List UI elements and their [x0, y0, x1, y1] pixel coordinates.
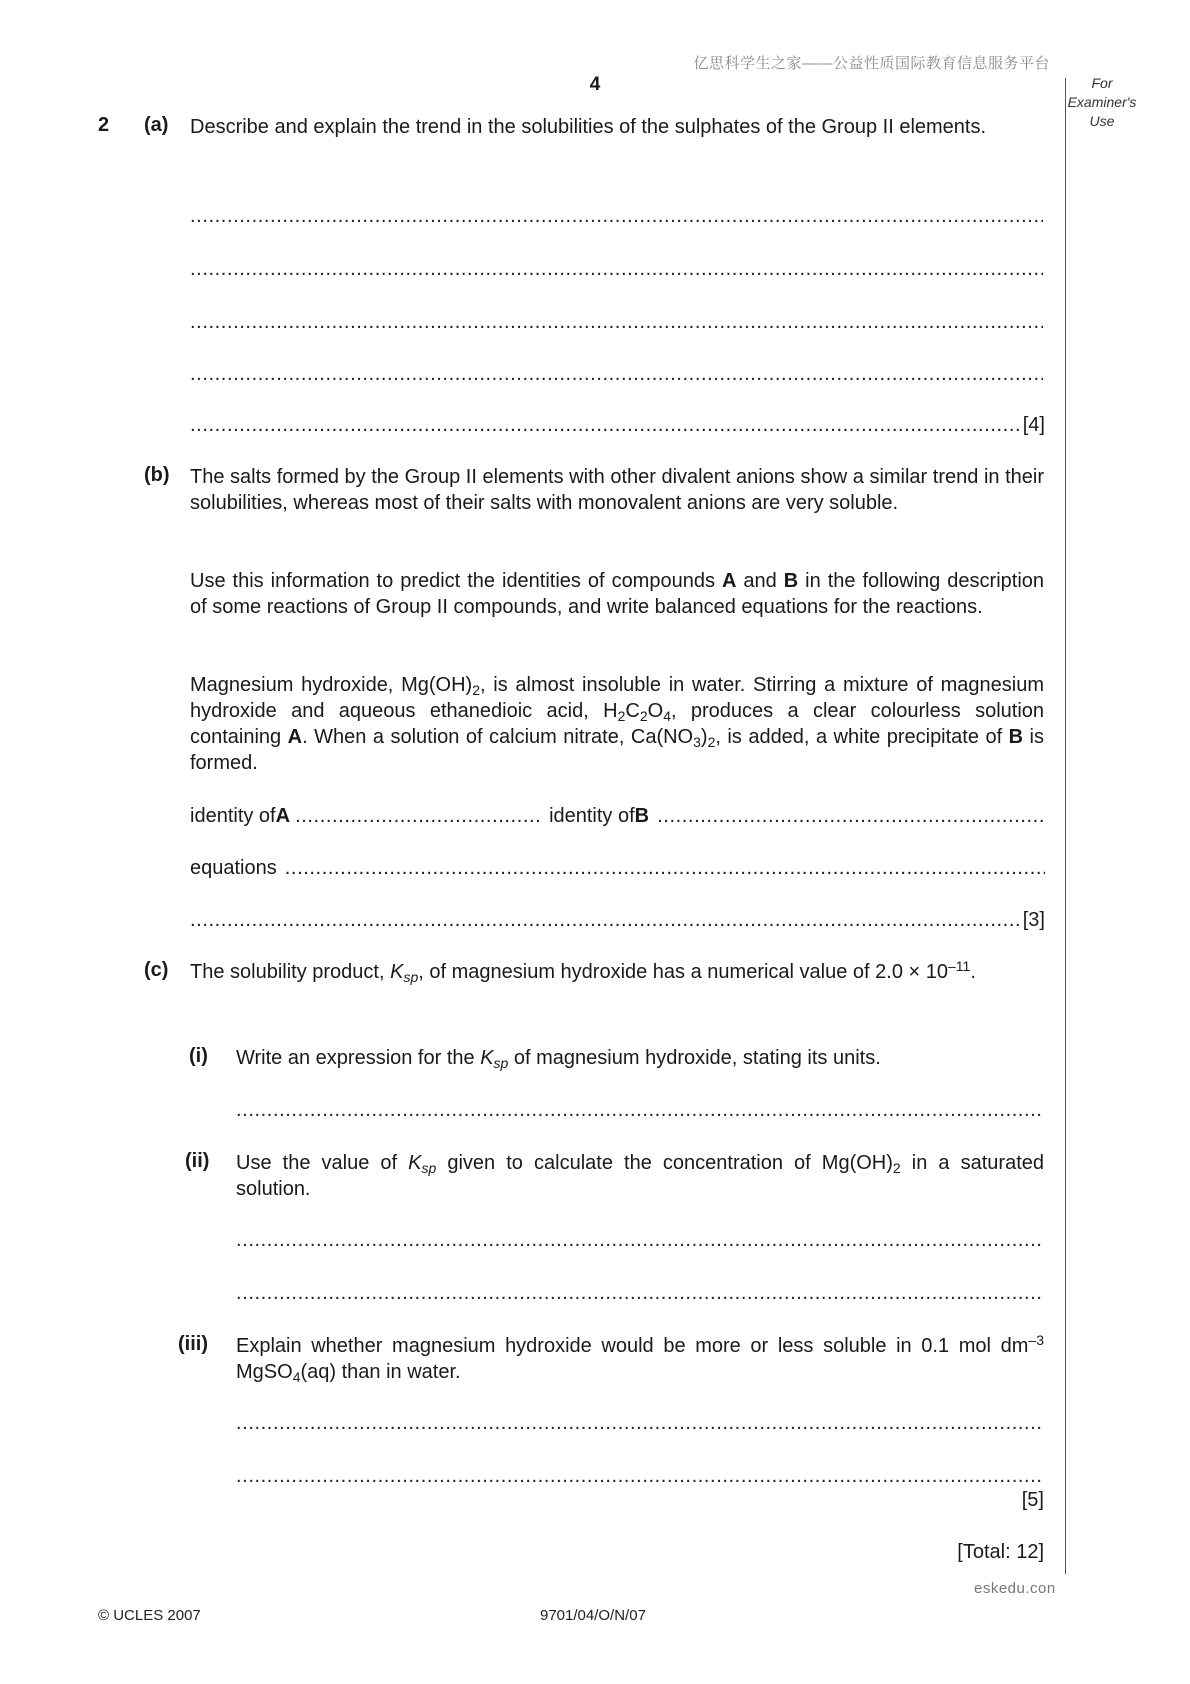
question-number: 2	[98, 114, 110, 136]
examiner-line-1: For	[1091, 75, 1113, 91]
identity-B-answer[interactable]	[657, 803, 1045, 829]
compound-B: B	[1008, 726, 1024, 748]
site-watermark: eskedu.con	[974, 1580, 1056, 1597]
text-span: )	[700, 726, 708, 748]
page-number: 4	[589, 74, 601, 95]
part-c-iii-text	[236, 1333, 1044, 1385]
text-span: Explain whether magnesium hydroxide would be more or less soluble in 0.1 mol dm	[236, 1335, 1029, 1357]
part-c-ii-label: (ii)	[185, 1150, 210, 1172]
part-c-i-label: (i)	[189, 1045, 208, 1067]
part-b-para3	[190, 672, 1044, 776]
answer-line-a2[interactable]	[190, 256, 1043, 282]
superscript: –11	[948, 958, 971, 974]
examiner-margin-line	[1065, 78, 1066, 1574]
identity-B-letter: B	[634, 805, 650, 827]
text-span: , produces a clear colourless solution containing	[190, 700, 1045, 748]
compound-B: B	[783, 570, 799, 592]
ksp-symbol: K	[390, 961, 404, 983]
text-span: Magnesium hydroxide, Mg(OH)	[190, 674, 473, 696]
part-c-i-text	[236, 1045, 1044, 1071]
text-span: .	[970, 961, 976, 983]
subscript: 2	[617, 708, 626, 724]
text-span: is formed.	[190, 726, 1044, 774]
part-c-iii-label: (iii)	[178, 1333, 208, 1355]
text-span: Use this information to predict the identities of compounds	[190, 570, 722, 592]
text-span: , of magnesium hydroxide has a numerical value of 2.0 × 10	[418, 961, 948, 983]
text-span: , is added, a white precipitate of	[715, 726, 1009, 748]
answer-line-c-ii-1[interactable]	[236, 1227, 1044, 1253]
part-b-label: (b)	[144, 464, 170, 486]
ksp-symbol: K	[408, 1152, 422, 1174]
text-span: of magnesium hydroxide, stating its units.	[508, 1047, 881, 1069]
text-span: in a saturated solution.	[236, 1152, 1044, 1200]
text-span: O	[647, 700, 664, 722]
part-a-text: Describe and explain the trend in the solubilities of the sulphates of the Group II elements.	[190, 116, 987, 138]
answer-line-a4[interactable]	[190, 361, 1043, 387]
examiner-line-3: Use	[1089, 113, 1115, 129]
identity-A-letter: A	[275, 805, 291, 827]
ksp-subscript: sp	[421, 1160, 437, 1176]
subscript: 3	[693, 734, 701, 750]
dotted-fill	[190, 907, 1023, 933]
mark-a: [4]	[1022, 414, 1045, 436]
ksp-subscript: sp	[403, 969, 419, 985]
subscript: 2	[892, 1160, 901, 1176]
superscript: –3	[1028, 1332, 1044, 1348]
subscript: 2	[639, 708, 648, 724]
answer-line-a5[interactable]	[190, 412, 1045, 438]
part-b-para1: The salts formed by the Group II elements with other divalent anions show a similar trend in their solubilities, whereas most of their salts with monovalent anions are very soluble.	[190, 466, 1044, 514]
part-b-para2	[190, 568, 1044, 620]
subscript: 2	[707, 734, 716, 750]
identity-A-answer[interactable]	[295, 803, 543, 829]
text-span: and	[736, 570, 784, 592]
part-c-intro	[190, 959, 1044, 985]
part-c-ii-text	[236, 1150, 1044, 1202]
ksp-subscript: sp	[493, 1055, 509, 1071]
text-span: Write an expression for the	[236, 1047, 481, 1069]
part-a-label: (a)	[144, 114, 169, 136]
answer-line-c-ii-2[interactable]	[236, 1280, 1044, 1306]
watermark-text: 亿思科学生之家——公益性质国际教育信息服务平台	[693, 55, 1050, 72]
text-span: , is almost insoluble in water. Stirring a mixture of magnesium hydroxide and aqueous ethanedioic acid, H	[190, 674, 1044, 722]
dotted-fill	[190, 412, 1023, 438]
examiner-line-2: Examiner's	[1067, 94, 1137, 110]
mark-b: [3]	[1022, 909, 1045, 931]
compound-A: A	[721, 570, 737, 592]
answer-line-c-iii-1[interactable]	[236, 1410, 1044, 1436]
compound-A: A	[287, 726, 303, 748]
equations-line[interactable]	[190, 855, 1045, 881]
identity-A-label: identity of	[190, 805, 276, 827]
mark-c: [5]	[1021, 1489, 1044, 1511]
copyright: © UCLES 2007	[98, 1607, 201, 1624]
answer-line-b-final[interactable]	[190, 907, 1045, 933]
total-marks: [Total: 12]	[957, 1541, 1044, 1563]
text-span: (aq) than in water.	[300, 1361, 461, 1383]
text-span: C	[625, 700, 640, 722]
text-span: given to calculate the concentration of Mg(OH)	[436, 1152, 893, 1174]
text-span: MgSO	[236, 1361, 293, 1383]
answer-line-c-i[interactable]	[236, 1097, 1044, 1123]
identity-B-label: identity of	[549, 805, 635, 827]
text-span: Use the value of	[236, 1152, 409, 1174]
answer-line-a3[interactable]	[190, 309, 1043, 335]
part-c-label: (c)	[144, 959, 169, 981]
text-span: The solubility product,	[190, 961, 391, 983]
answer-line-a1[interactable]	[190, 203, 1043, 229]
text-span: . When a solution of calcium nitrate, Ca(NO	[302, 726, 694, 748]
subscript: 4	[292, 1369, 301, 1385]
identity-line	[190, 803, 1045, 829]
equations-label: equations	[190, 857, 277, 879]
subscript: 2	[472, 682, 480, 698]
answer-line-c-iii-2[interactable]	[236, 1463, 1044, 1489]
examiner-use-label	[1052, 74, 1152, 131]
dotted-fill	[285, 855, 1045, 881]
ksp-symbol: K	[480, 1047, 494, 1069]
subscript: 4	[663, 708, 671, 724]
paper-code: 9701/04/O/N/07	[540, 1607, 646, 1624]
text-span: in the following description of some reactions of Group II compounds, and write balanced equations for the reactions.	[190, 570, 1045, 618]
